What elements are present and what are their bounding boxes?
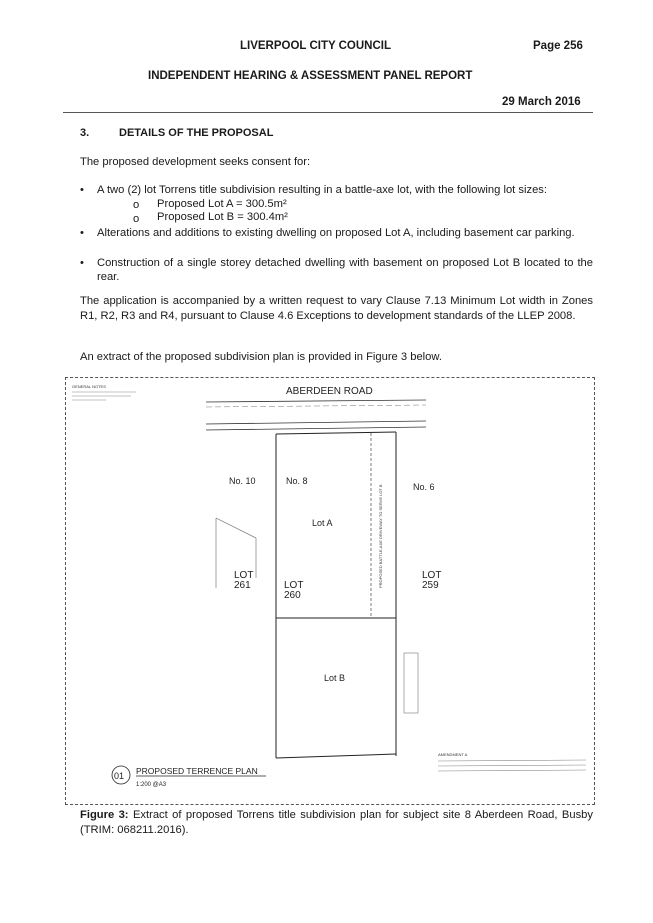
lot-259-number: 259	[422, 580, 439, 591]
road-edge-line	[206, 400, 426, 402]
plan-scale: 1:200 @A3	[136, 782, 167, 788]
lot-261-number: 261	[234, 580, 251, 591]
sub-marker: o	[133, 199, 140, 211]
report-date: 29 March 2016	[502, 96, 581, 108]
amendment-line	[438, 765, 586, 766]
rear-boundary	[276, 754, 396, 758]
amendment-line	[438, 770, 586, 771]
lot-259-label: LOT	[422, 570, 442, 581]
bullet-text: Construction of a single storey detached dwelling with basement on proposed Lot B located to the rear.	[97, 257, 593, 283]
bullet-dot: •	[80, 257, 84, 269]
sub-marker: o	[133, 213, 140, 225]
neighbour-building	[216, 518, 256, 538]
driveway-label: PROPOSED BATTLE-AXE DRIVEWAY TO SERVE LOT B	[378, 484, 383, 588]
caption-label: Figure 3:	[80, 809, 129, 821]
amendment-line	[438, 760, 586, 761]
section-number: 3.	[80, 127, 90, 139]
subdivision-plan-figure	[65, 377, 595, 805]
road-centre-line	[206, 405, 426, 407]
lot-b-label: Lot B	[324, 673, 346, 683]
notes-title: GENERAL NOTES	[72, 384, 106, 389]
plan-title: PROPOSED TERRENCE PLAN	[136, 766, 258, 776]
section-title: DETAILS OF THE PROPOSAL	[119, 127, 274, 139]
plan-number: 01	[114, 771, 125, 781]
lot-no10-label: No. 10	[229, 476, 256, 486]
sub-item-text: Proposed Lot A = 300.5m²	[157, 198, 287, 210]
figure-caption	[80, 808, 593, 838]
lot-no8-label: No. 8	[286, 476, 308, 486]
amendment-title: AMENDMENT A	[438, 752, 468, 757]
report-title: INDEPENDENT HEARING & ASSESSMENT PANEL REPORT	[148, 70, 473, 82]
road-name: ABERDEEN ROAD	[286, 386, 373, 397]
header-divider	[63, 112, 593, 113]
variation-paragraph: The application is accompanied by a written request to vary Clause 7.13 Minimum Lot width in Zones R1, R2, R3 and R4, pursuant to Clause 4.6 Exceptions to development standards of the LLEP 2008.	[80, 295, 593, 322]
footpath-line	[206, 427, 426, 430]
kerb-line	[206, 421, 426, 424]
lot-260-number: 260	[284, 590, 301, 601]
extract-intro: An extract of the proposed subdivision plan is provided in Figure 3 below.	[80, 351, 442, 363]
lot-no6-label: No. 6	[413, 482, 435, 492]
bullet-dot: •	[80, 184, 84, 196]
council-name: LIVERPOOL CITY COUNCIL	[240, 40, 392, 52]
intro-text: The proposed development seeks consent for:	[80, 156, 311, 168]
page-number: Page 256	[533, 40, 583, 52]
bullet-text: Alterations and additions to existing dwelling on proposed Lot A, including basement car parking.	[97, 227, 575, 239]
neighbour-shed	[404, 653, 418, 713]
lot-261-label: LOT	[234, 570, 254, 581]
bullet-dot: •	[80, 227, 84, 239]
lot-260-label: LOT	[284, 580, 304, 591]
subdivision-plan-drawing	[66, 378, 596, 806]
caption-text: Extract of proposed Torrens title subdivision plan for subject site 8 Aberdeen Road, Busby (TRIM: 068211.2016).	[80, 809, 593, 836]
front-boundary	[276, 432, 396, 434]
bullet-text: A two (2) lot Torrens title subdivision resulting in a battle-axe lot, with the following lot sizes:	[97, 184, 547, 196]
sub-item-text: Proposed Lot B = 300.4m²	[157, 211, 288, 223]
lot-a-label: Lot A	[312, 518, 333, 528]
